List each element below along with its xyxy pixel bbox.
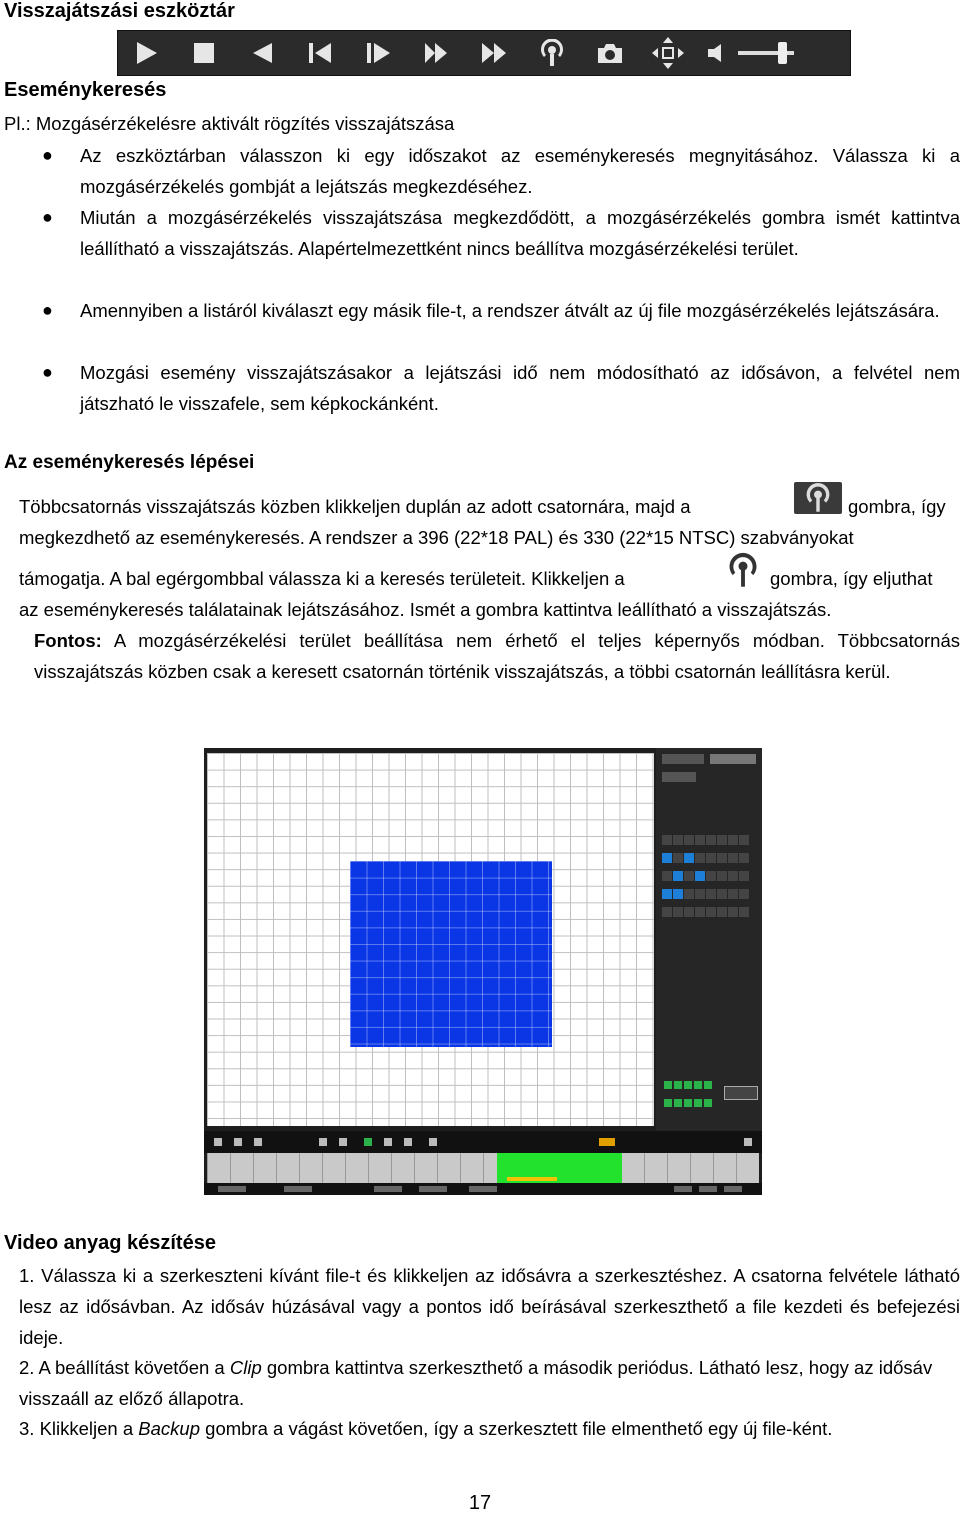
- volume-slider[interactable]: [738, 51, 794, 55]
- player-control-bar: [204, 1131, 762, 1153]
- stop-button[interactable]: [182, 31, 226, 75]
- bullet: ●: [42, 207, 53, 227]
- slow-forward-button[interactable]: [414, 31, 458, 75]
- list-item-2-pre: 2. A beállítást követően a: [19, 1357, 230, 1378]
- section-title-search-steps: Az eseménykeresés lépései: [4, 452, 255, 473]
- volume-slider-knob[interactable]: [778, 42, 787, 64]
- stop-control[interactable]: [234, 1138, 242, 1146]
- important-label: Fontos:: [34, 630, 102, 651]
- stop-icon: [193, 42, 215, 64]
- important-text: A mozgásérzékelési terület beállítása nem érhető el teljes képernyős módban. Többcsatornás visszajátszás közben csak a keresett csatornán történik visszajátszás, a többi csatornán leállításra kerül.: [34, 630, 960, 682]
- menu-control[interactable]: [744, 1138, 752, 1146]
- list-item-3: [19, 1413, 960, 1444]
- volume-control[interactable]: [429, 1138, 437, 1146]
- panel-button[interactable]: [662, 754, 704, 764]
- calendar-panel[interactable]: [662, 834, 756, 906]
- bottom-button-bar: [204, 1183, 762, 1195]
- volume-icon: [706, 42, 728, 64]
- slow-forward-icon: [423, 41, 449, 65]
- frame-control[interactable]: [339, 1138, 347, 1146]
- play-icon: [133, 40, 159, 66]
- clip-label: Clip: [229, 1357, 262, 1378]
- frame-control[interactable]: [319, 1138, 327, 1146]
- bottom-button[interactable]: [469, 1186, 497, 1192]
- bottom-button[interactable]: [674, 1186, 692, 1192]
- fast-forward-button[interactable]: [472, 31, 516, 75]
- zoom-button[interactable]: [646, 31, 690, 75]
- bottom-button[interactable]: [699, 1186, 717, 1192]
- bottom-button[interactable]: [218, 1186, 246, 1192]
- reverse-play-icon: [250, 41, 274, 65]
- bottom-button[interactable]: [724, 1186, 742, 1192]
- section-title-video-creation: Video anyag készítése: [4, 1232, 216, 1254]
- list-item-3-post: gombra a vágást követően, így a szerkesztett file elmenthető egy új file-ként.: [200, 1418, 833, 1439]
- steps-line-4: az eseménykeresés találatainak lejátszásához. Ismét a gombra kattintva leállítható a visszajátszás.: [19, 599, 832, 620]
- bullet-text-2: Miután a mozgásérzékelés visszajátszása megkezdődött, a mozgásérzékelés gombra ismét kattintva leállítható a visszajátszás. Alapértelmezettként nincs beállítva mozgásérzékelési terület.: [80, 207, 960, 259]
- bullet-text-1: Az eszköztárban válasszon ki egy időszakot az eseménykeresés megnyitásához. Válassza ki a mozgásérzékelés gombját a lejátszás megkezdéséhez.: [80, 145, 960, 197]
- volume-control[interactable]: [706, 42, 794, 64]
- bottom-button[interactable]: [284, 1186, 312, 1192]
- panel-button[interactable]: [710, 754, 756, 764]
- bullet-text-3: Amennyiben a listáról kiválaszt egy másik file-t, a rendszer átvált az új file mozgásérzékelés lejátszására.: [80, 300, 940, 321]
- reverse-play-button[interactable]: [240, 31, 284, 75]
- steps-line-1b: gombra, így: [848, 496, 946, 517]
- motion-area-setup-screenshot: [204, 748, 762, 1195]
- bottom-button[interactable]: [419, 1186, 447, 1192]
- motion-search-control[interactable]: [364, 1138, 372, 1146]
- next-frame-icon: [365, 41, 391, 65]
- motion-search-icon: [538, 39, 566, 67]
- bullet: ●: [42, 145, 53, 165]
- right-control-panel: [656, 748, 762, 1131]
- snapshot-button[interactable]: [588, 31, 632, 75]
- section-title-playback-toolbar: Visszajátszási eszköztár: [4, 0, 235, 22]
- play-button[interactable]: [124, 31, 168, 75]
- zoom-control[interactable]: [404, 1138, 412, 1146]
- play-control[interactable]: [214, 1138, 222, 1146]
- steps-line-3a: támogatja. A bal egérgombbal válassza ki a keresés területeit. Klikkeljen a: [19, 568, 625, 589]
- previous-frame-icon: [307, 41, 333, 65]
- steps-line-2: megkezdhető az eseménykeresés. A rendszer a 396 (22*18 PAL) és 330 (22*15 NTSC) szabványokat: [19, 527, 854, 548]
- motion-search-icon: [722, 552, 764, 588]
- bullet: ●: [42, 300, 53, 320]
- important-note: [34, 625, 960, 687]
- steps-line-3b: gombra, így eljuthat: [770, 568, 933, 589]
- page-number: 17: [468, 1492, 492, 1514]
- list-item-1: 1. Válassza ki a szerkeszteni kívánt file-t és klikkeljen az idősávra a szerkesztéshez. A csatorna felvétele látható lesz az idősávban. Az idősáv húzásával vagy a pontos idő beírásával szerkeszthető a file kezdeti és befejezési ideje.: [19, 1265, 960, 1348]
- motion-search-button[interactable]: [530, 31, 574, 75]
- timeline-bar[interactable]: [207, 1153, 759, 1183]
- next-frame-button[interactable]: [356, 31, 400, 75]
- bullet: ●: [42, 362, 53, 382]
- list-item-3-pre: 3. Klikkeljen a: [19, 1418, 139, 1439]
- zoom-icon: [651, 36, 685, 70]
- playback-toolbar: [117, 30, 851, 76]
- channel-indicators[interactable]: [664, 1076, 714, 1112]
- previous-frame-button[interactable]: [298, 31, 342, 75]
- event-search-intro: Pl.: Mozgásérzékelésre aktivált rögzítés visszajátszása: [4, 113, 455, 134]
- reverse-control[interactable]: [254, 1138, 262, 1146]
- motion-detection-grid[interactable]: [207, 753, 654, 1126]
- backup-label: Backup: [138, 1418, 201, 1439]
- steps-line-1a: Többcsatornás visszajátszás közben klikkeljen duplán az adott csatornára, majd a: [19, 496, 691, 517]
- time-indicator: [599, 1138, 615, 1146]
- panel-button[interactable]: [724, 1086, 758, 1100]
- snapshot-control[interactable]: [384, 1138, 392, 1146]
- timeline-marker: [507, 1177, 557, 1181]
- bullet-text-4: Mozgási esemény visszajátszásakor a lejátszási idő nem módosítható az idősávon, a felvétel nem játszható le visszafele, sem képkockánként.: [80, 362, 960, 414]
- list-item-2: [19, 1352, 960, 1414]
- fast-forward-icon: [480, 41, 508, 65]
- section-title-event-search: Eseménykeresés: [4, 79, 167, 101]
- selected-search-area: [350, 861, 552, 1047]
- panel-button[interactable]: [662, 772, 696, 782]
- motion-search-icon: [794, 482, 842, 514]
- list-item-2-post: gombra kattintva szerkeszthető a második periódus. Látható lesz, hogy az idősáv visszaáll az előző állapotra.: [19, 1357, 933, 1409]
- snapshot-icon: [596, 41, 624, 65]
- bottom-button[interactable]: [374, 1186, 402, 1192]
